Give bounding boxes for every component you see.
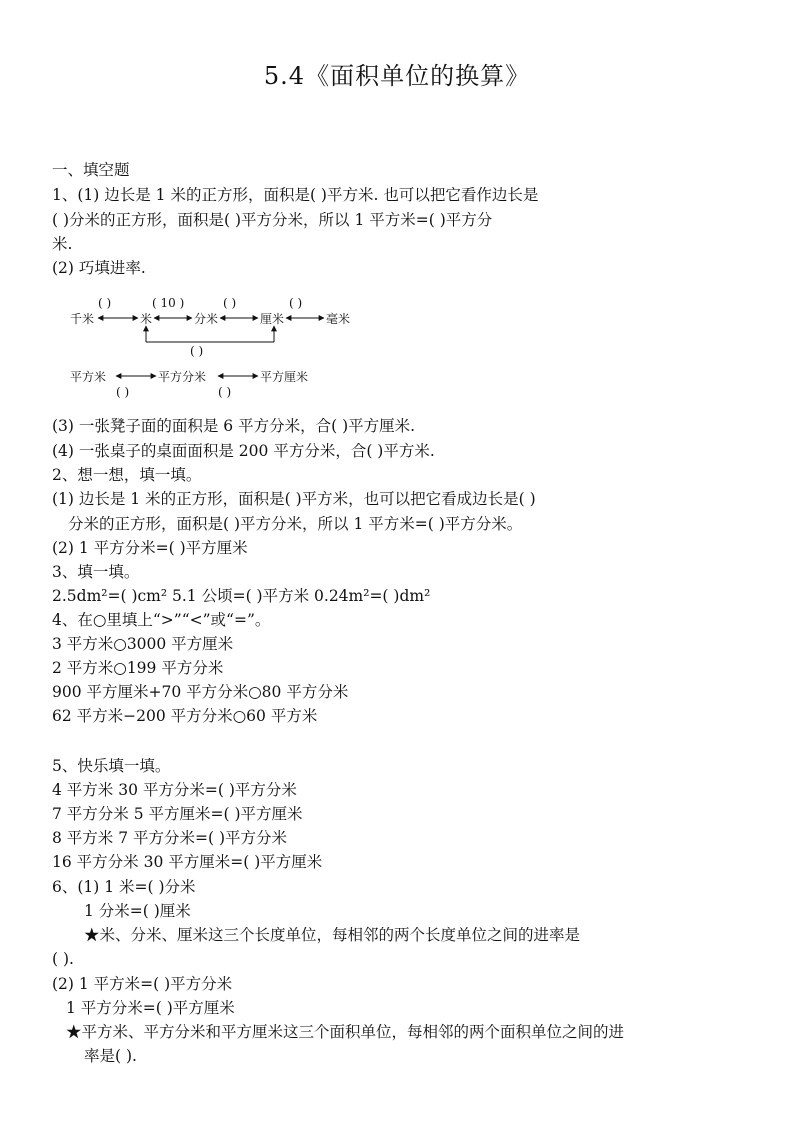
unit-rate-diagram (60, 290, 400, 400)
rate-label: ( ) (190, 344, 204, 358)
section-heading: 一、填空题 (52, 161, 130, 179)
rate-label: ( ) (223, 296, 237, 310)
question-text: 7 平方分米 5 平方厘米=( )平方厘米 (52, 805, 303, 823)
unit-label: 米 (140, 312, 153, 326)
question-text: ( )分米的正方形，面积是( )平方分米，所以 1 平方米=( )平方分 (52, 211, 493, 229)
question-text: (2) 巧填进率. (52, 259, 146, 277)
question-text: (4) 一张桌子的桌面面积是 200 平方分米，合( )平方米. (52, 442, 435, 460)
question-text: ( ). (52, 950, 74, 968)
rate-label: ( ) (289, 296, 303, 310)
rate-label: ( 10 ) (152, 296, 185, 310)
question-text: (1) 边长是 1 米的正方形，面积是( )平方米，也可以把它看成边长是( ) (52, 490, 536, 508)
question-text: 分米的正方形，面积是( )平方分米，所以 1 平方米=( )平方分米。 (68, 515, 523, 533)
question-text: ★米、分米、厘米这三个长度单位，每相邻的两个长度单位之间的进率是 (84, 926, 581, 944)
rate-label: ( ) (116, 385, 130, 399)
rate-label: ( ) (98, 296, 112, 310)
question-text: 900 平方厘米+70 平方分米○80 平方分米 (52, 683, 349, 701)
section-heading: 3、填一填。 (52, 563, 140, 581)
question-text: 16 平方分米 30 平方厘米=( )平方厘米 (52, 853, 323, 871)
section-heading: 4、在○里填上“>”“<”或“=”。 (52, 611, 271, 629)
question-text: 1 平方分米=( )平方厘米 (66, 999, 235, 1017)
area-unit-label: 平方分米 (158, 370, 207, 384)
question-text: 2.5dm²=( )cm² 5.1 公顷=( )平方米 0.24m²=( )dm² (52, 587, 431, 605)
question-text: 1、(1) 边长是 1 米的正方形，面积是( )平方米. 也可以把它看作边长是 (52, 186, 539, 204)
unit-label: 厘米 (260, 312, 285, 326)
question-text: 62 平方米−200 平方分米○60 平方米 (52, 707, 318, 725)
question-text: 1 分米=( )厘米 (84, 902, 191, 920)
question-text: 2 平方米○199 平方分米 (52, 659, 224, 677)
unit-label: 分米 (194, 312, 219, 326)
unit-label: 毫米 (326, 312, 351, 326)
unit-label: 千米 (70, 312, 95, 326)
rate-label: ( ) (218, 385, 232, 399)
page-title: 5.4《面积单位的换算》 (263, 62, 531, 90)
question-text: (2) 1 平方米=( )平方分米 (52, 975, 233, 993)
area-unit-label: 平方米 (70, 370, 107, 384)
question-text: 6、(1) 1 米=( )分米 (52, 878, 196, 896)
section-heading: 5、快乐填一填。 (52, 757, 171, 775)
question-text: 8 平方米 7 平方分米=( )平方分米 (52, 829, 288, 847)
question-text: 4 平方米 30 平方分米=( )平方分米 (52, 781, 297, 799)
section-heading: 2、想一想，填一填。 (52, 466, 202, 484)
question-text: (3) 一张凳子面的面积是 6 平方分米，合( )平方厘米. (52, 417, 416, 435)
question-text: 3 平方米○3000 平方厘米 (52, 635, 234, 653)
question-text: ★平方米、平方分米和平方厘米这三个面积单位，每相邻的两个面积单位之间的进 (66, 1023, 625, 1041)
area-unit-label: 平方厘米 (260, 370, 309, 384)
question-text: 率是( ). (84, 1047, 137, 1065)
question-text: (2) 1 平方分米=( )平方厘米 (52, 539, 248, 557)
question-text: 米. (52, 235, 73, 253)
